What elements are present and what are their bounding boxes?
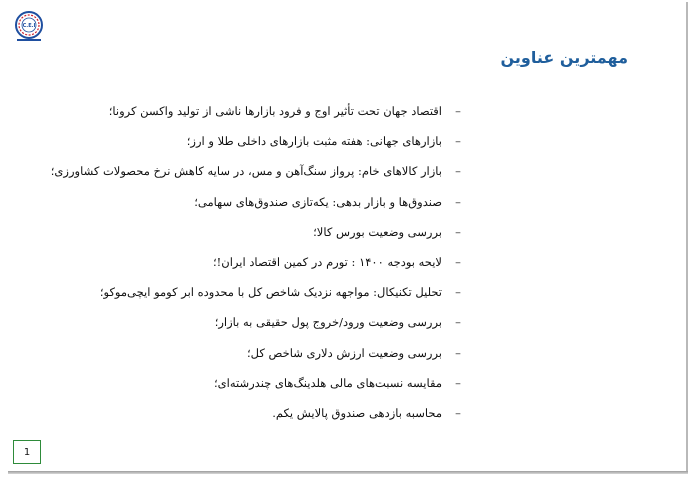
bullet-dash: –: [455, 405, 461, 420]
list-item-text: بازار کالاهای خام: پرواز سنگ‌آهن و مس، در سایه کاهش نرخ محصولات کشاورزی؛: [50, 164, 442, 179]
list-item-text: تحلیل تکنیکال: مواجهه نزدیک شاخص کل با محدوده ابر کومو ایچی‌موکو؛: [99, 285, 442, 300]
list-item: [51, 225, 474, 255]
list-item: [51, 104, 474, 134]
bullet-dash: –: [455, 164, 461, 179]
list-item-text: بررسی وضعیت ورود/خروج پول حقیقی به بازار؛: [214, 315, 442, 330]
list-item-text: بررسی وضعیت ارزش دلاری شاخص کل؛: [247, 345, 442, 360]
list-item: [51, 346, 474, 376]
bullet-dash: –: [455, 375, 461, 390]
list-item-text: محاسبه بازدهی صندوق پالایش یکم.: [272, 405, 442, 420]
list-item: [51, 285, 474, 315]
list-item-text: اقتصاد جهان تحت تأثیر اوج و فرود بازارها ناشی از تولید واکسن کرونا؛: [108, 104, 442, 118]
bullet-dash: –: [455, 134, 461, 149]
list-item: [51, 376, 474, 406]
slide-title: مهمترین عناوین: [500, 48, 628, 67]
company-logo-icon: [12, 10, 46, 44]
list-item: [51, 315, 474, 345]
page-number: 1: [23, 446, 31, 458]
list-item: [51, 134, 474, 164]
logo-initials: C.E.I: [22, 23, 36, 29]
topics-list: [51, 104, 474, 436]
list-item: [51, 406, 474, 436]
bullet-dash: –: [455, 345, 461, 360]
slide-frame-bottom: [8, 471, 688, 474]
page-number-box: [13, 440, 41, 464]
bullet-dash: –: [455, 104, 461, 118]
list-item: [51, 255, 474, 285]
slide-frame-right: [686, 2, 688, 472]
bullet-dash: –: [455, 254, 461, 269]
bullet-dash: –: [455, 194, 461, 209]
bullet-dash: –: [455, 285, 461, 300]
list-item: [51, 164, 474, 194]
list-item-text: بررسی وضعیت بورس کالا؛: [313, 224, 442, 239]
list-item-text: مقایسه نسبت‌های مالی هلدینگ‌های چندرشته‌ای؛: [213, 375, 442, 390]
bullet-dash: –: [455, 315, 461, 330]
list-item-text: بازارهای جهانی: هفته مثبت بازارهای داخلی طلا و ارز؛: [186, 134, 442, 149]
list-item: [51, 195, 474, 225]
list-item-text: لایحه بودجه ۱۴۰۰ : تورم در کمین اقتصاد ایران!؛: [213, 254, 442, 269]
bullet-dash: –: [455, 224, 461, 239]
list-item-text: صندوق‌ها و بازار بدهی: یکه‌تازی صندوق‌های سهامی؛: [194, 194, 442, 209]
